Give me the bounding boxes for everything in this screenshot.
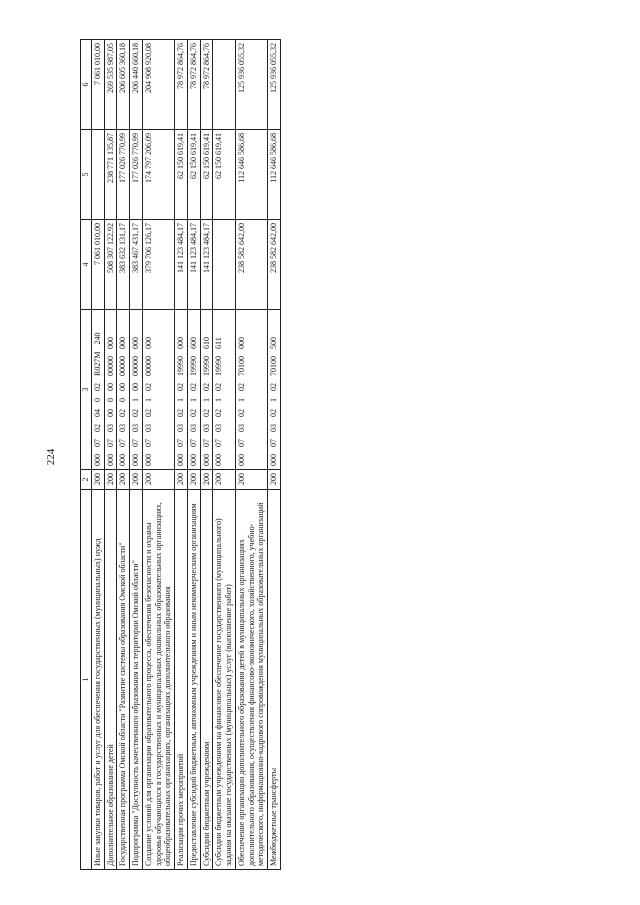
- row-col6-cell: 78 972 864,76: [175, 40, 188, 130]
- row-col2-cell: 200: [117, 470, 130, 490]
- row-col6-cell: 206 605 360,18: [117, 40, 130, 130]
- page-number: 224: [45, 448, 57, 466]
- header-cell: 5: [81, 130, 92, 220]
- row-col4-cell: 141 123 484,17: [175, 220, 188, 310]
- table-row: [142, 40, 174, 870]
- row-col6-cell: 78 972 864,76: [187, 40, 200, 130]
- table-row: [235, 40, 267, 870]
- row-col2-cell: 200: [187, 470, 200, 490]
- row-col4-cell: 379 706 126,17: [142, 220, 174, 310]
- row-col5-cell: 238 771 135,87: [104, 130, 117, 220]
- row-name-cell: Реализация прочих мероприятий: [175, 490, 188, 870]
- header-cell: 4: [81, 220, 92, 310]
- row-col6-cell: 204 908 920,08: [142, 40, 174, 130]
- table-row: [175, 40, 188, 870]
- row-col5-cell: 62 150 619,41: [200, 130, 213, 220]
- table-row: [130, 40, 143, 870]
- row-col2-cell: 200: [268, 470, 281, 490]
- budget-table: [80, 39, 281, 870]
- row-col2-cell: 200: [104, 470, 117, 490]
- row-name-cell: Предоставление субсидий бюджетным, автономным учреждениям и иным некоммерческим организациям: [187, 490, 200, 870]
- row-code-cell: 000 07 03 02 0 00 00000 000: [117, 310, 130, 470]
- table-row: [213, 40, 236, 870]
- row-col6-cell: 206 440 660,18: [130, 40, 143, 130]
- table-row: [117, 40, 130, 870]
- row-name-cell: Субсидии бюджетным учреждениям: [200, 490, 213, 870]
- row-col4-cell: 508 307 122,92: [104, 220, 117, 310]
- row-col2-cell: 200: [91, 470, 104, 490]
- row-code-cell: 000 07 02 04 0 02 R027M 240: [91, 310, 104, 470]
- row-name-cell: Межбюджетные трансферты: [268, 490, 281, 870]
- row-col5-cell: 62 150 619,41: [187, 130, 200, 220]
- table-row: [187, 40, 200, 870]
- row-name-cell: Субсидии бюджетным учреждениям на финансовое обеспечение государственного (муниципального) задания на оказание государственных (муниципальных) услуг (выполнение работ): [213, 490, 236, 870]
- row-col4-cell: 383 632 131,17: [117, 220, 130, 310]
- table-body: [91, 40, 280, 870]
- row-code-cell: 000 07 03 02 1 02 19990 611: [213, 310, 236, 470]
- row-col4-cell: 238 582 642,00: [235, 220, 267, 310]
- header-cell: 1: [81, 490, 92, 870]
- table-row: [268, 40, 281, 870]
- row-col5-cell: 112 646 586,68: [268, 130, 281, 220]
- row-code-cell: 000 07 03 02 1 00 00000 000: [130, 310, 143, 470]
- row-code-cell: 000 07 03 02 1 02 70100 500: [268, 310, 281, 470]
- row-col2-cell: 200: [142, 470, 174, 490]
- row-col6-cell: 78 972 864,76: [200, 40, 213, 130]
- row-col6-cell: 125 936 055,32: [268, 40, 281, 130]
- row-col5-cell: 177 026 770,99: [130, 130, 143, 220]
- row-col4-cell: [213, 220, 236, 310]
- table-row: [91, 40, 104, 870]
- row-code-cell: 000 07 03 02 1 02 00000 000: [142, 310, 174, 470]
- table-header-row: [81, 40, 92, 870]
- row-col5-cell: 177 026 770,99: [117, 130, 130, 220]
- row-col4-cell: 238 582 642,00: [268, 220, 281, 310]
- row-code-cell: 000 07 03 00 0 00 00000 000: [104, 310, 117, 470]
- row-name-cell: Обеспечение организации дополнительного образования детей в муниципальных организациях дополнительного образования, осуществления финансово-экономического, хозяйственного, учебно-методического, информационно-кадрового сопровождения муниципальных образовательных организаций: [235, 490, 267, 870]
- row-col6-cell: 7 061 010,00: [91, 40, 104, 130]
- row-col4-cell: 7 061 010,00: [91, 220, 104, 310]
- row-name-cell: Иные закупки товаров, работ и услуг для обеспечения государственных (муниципальных) нужд: [91, 490, 104, 870]
- header-cell: 6: [81, 40, 92, 130]
- row-name-cell: Государственная программа Омской области "Развитие системы образования Омской области": [117, 490, 130, 870]
- table-row: [104, 40, 117, 870]
- row-col4-cell: 141 123 484,17: [200, 220, 213, 310]
- row-col5-cell: 62 150 619,41: [213, 130, 236, 220]
- row-code-cell: 000 07 03 02 1 02 19990 000: [175, 310, 188, 470]
- row-col6-cell: [213, 40, 236, 130]
- row-code-cell: 000 07 03 02 1 02 19990 610: [200, 310, 213, 470]
- row-col6-cell: 125 936 055,32: [235, 40, 267, 130]
- row-col2-cell: 200: [130, 470, 143, 490]
- row-col2-cell: 200: [200, 470, 213, 490]
- row-col4-cell: 141 123 484,17: [187, 220, 200, 310]
- row-col2-cell: 200: [235, 470, 267, 490]
- row-name-cell: Создание условий для организации образовательного процесса, обеспечения безопасности и охраны здоровья обучающихся в государственных и муниципальных дошкольных образовательных организациях, общеобразовательных организациях, организациях дополнительного образования: [142, 490, 174, 870]
- row-name-cell: Подпрограмма "Доступность качественного образования на территории Омской области": [130, 490, 143, 870]
- row-col5-cell: [91, 130, 104, 220]
- rotated-page-content: [80, 40, 600, 870]
- row-col5-cell: 112 646 586,68: [235, 130, 267, 220]
- row-col6-cell: 269 535 987,05: [104, 40, 117, 130]
- header-cell: 2: [81, 470, 92, 490]
- table-row: [200, 40, 213, 870]
- row-col2-cell: 200: [175, 470, 188, 490]
- row-col2-cell: 200: [213, 470, 236, 490]
- row-col5-cell: 62 150 619,41: [175, 130, 188, 220]
- row-code-cell: 000 07 03 02 1 02 70100 000: [235, 310, 267, 470]
- row-col4-cell: 383 467 431,17: [130, 220, 143, 310]
- row-col5-cell: 174 797 206,09: [142, 130, 174, 220]
- row-code-cell: 000 07 03 02 1 02 19990 600: [187, 310, 200, 470]
- header-cell: 3: [81, 310, 92, 470]
- row-name-cell: Дополнительное образование детей: [104, 490, 117, 870]
